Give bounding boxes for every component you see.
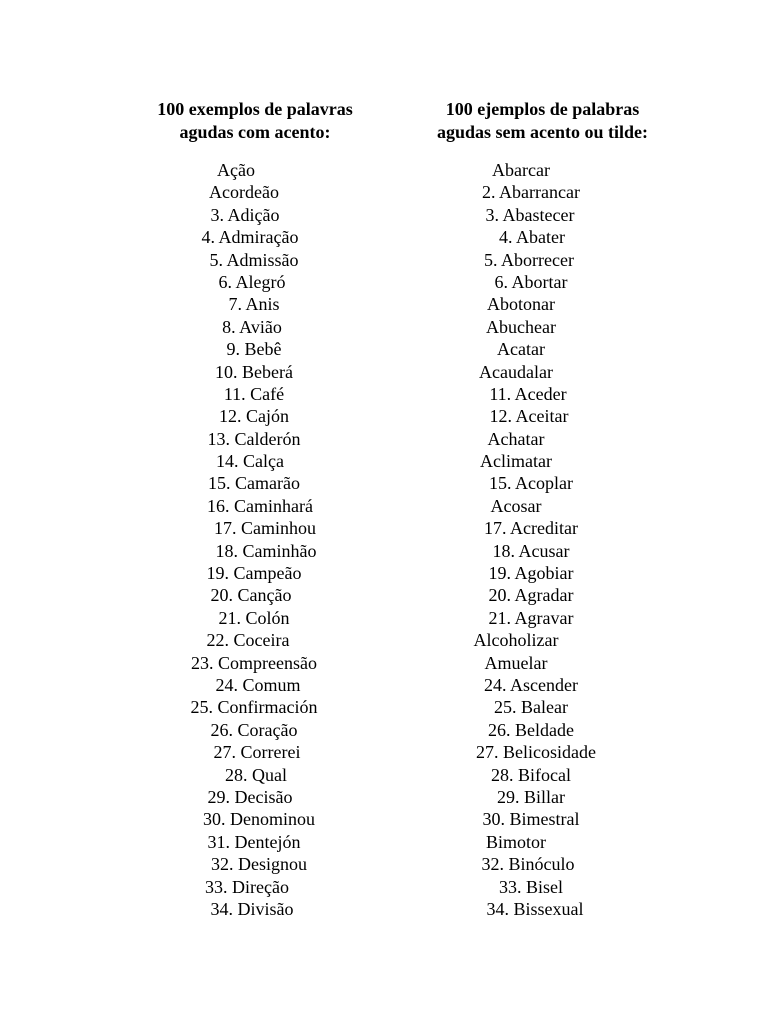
- right-word-item: 17. Acreditar: [484, 518, 578, 539]
- left-word-item: 26. Coração: [210, 719, 298, 740]
- left-word-item: 10. Beberá: [215, 361, 293, 382]
- left-word-item: 34. Divisão: [210, 898, 294, 919]
- right-word-item: Acaudalar: [479, 361, 553, 382]
- right-word-item: 30. Bimestral: [482, 809, 580, 830]
- right-word-item: 3. Abastecer: [485, 204, 575, 225]
- left-word-item: 23. Compreensão: [191, 652, 317, 673]
- left-word-item: 30. Denominou: [203, 809, 315, 830]
- right-column-heading: [400, 98, 685, 144]
- right-word-item: Abuchear: [486, 316, 556, 337]
- left-word-item: 13. Calderón: [207, 428, 301, 449]
- right-word-item: 34. Bissexual: [486, 898, 584, 919]
- right-word-item: Aclimatar: [480, 451, 552, 472]
- left-word-item: 11. Café: [223, 383, 285, 404]
- left-word-item: 9. Bebê: [226, 339, 282, 360]
- left-word-item: 32. Designou: [211, 854, 307, 875]
- left-heading-line-1: 100 exemplos de palavras: [157, 99, 353, 119]
- right-word-item: 25. Balear: [494, 697, 568, 718]
- right-word-item: 24. Ascender: [484, 674, 578, 695]
- right-heading-line-2: agudas sem acento ou tilde:: [437, 122, 648, 142]
- right-word-item: 6. Abortar: [494, 271, 568, 292]
- left-word-item: 33. Direção: [205, 876, 289, 897]
- right-word-item: Bimotor: [485, 831, 547, 852]
- right-word-item: 27. Belicosidade: [476, 742, 596, 763]
- right-word-item: Abotonar: [487, 294, 555, 315]
- right-word-item: 12. Aceitar: [489, 406, 569, 427]
- left-word-item: 4. Admiração: [201, 227, 299, 248]
- right-word-item: 21. Agravar: [488, 607, 574, 628]
- left-word-item: 12. Cajón: [219, 406, 289, 427]
- left-word-item: 24. Comum: [215, 674, 301, 695]
- right-word-item: Acatar: [497, 339, 545, 360]
- right-word-item: 5. Aborrecer: [484, 249, 574, 270]
- left-word-item: 8. Avião: [222, 316, 282, 337]
- right-word-item: Acosar: [490, 495, 542, 516]
- left-column-heading: [120, 98, 390, 144]
- left-word-item: 18. Caminhão: [215, 540, 317, 561]
- right-word-item: 29. Billar: [497, 786, 565, 807]
- right-word-item: 4. Abater: [499, 227, 565, 248]
- left-word-item: 29. Decisão: [207, 786, 293, 807]
- left-word-item: 16. Caminhará: [207, 495, 313, 516]
- left-word-item: 7. Anis: [228, 294, 280, 315]
- right-word-list: [0, 159, 768, 920]
- left-word-item: 21. Colón: [218, 607, 290, 628]
- left-word-item: 25. Confirmación: [190, 697, 318, 718]
- left-word-item: 20. Canção: [210, 585, 292, 606]
- right-word-item: 11. Aceder: [489, 383, 567, 404]
- left-heading-line-2: agudas com acento:: [179, 122, 331, 142]
- right-word-item: Amuelar: [484, 652, 548, 673]
- left-word-item: 6. Alegró: [218, 271, 286, 292]
- right-word-item: 26. Beldade: [488, 719, 574, 740]
- left-word-item: 5. Admissão: [209, 249, 299, 270]
- left-word-item: 19. Campeão: [206, 563, 302, 584]
- left-word-item: 27. Correrei: [213, 742, 301, 763]
- right-word-item: 32. Binóculo: [481, 854, 575, 875]
- right-word-item: 18. Acusar: [492, 540, 570, 561]
- left-word-item: 14. Calça: [216, 451, 284, 472]
- right-word-item: 2. Abarrancar: [482, 182, 580, 203]
- right-word-item: 15. Acoplar: [489, 473, 573, 494]
- right-word-item: 33. Bisel: [498, 876, 564, 897]
- right-word-item: Achatar: [487, 428, 545, 449]
- right-word-item: Abarcar: [492, 160, 550, 180]
- right-word-item: 20. Agradar: [488, 585, 574, 606]
- right-heading-line-1: 100 ejemplos de palabras: [445, 99, 640, 119]
- left-word-item: 22. Coceira: [206, 630, 290, 651]
- left-word-item: Ação: [217, 160, 255, 180]
- left-word-item: 31. Dentejón: [207, 831, 301, 852]
- left-word-item: 3. Adição: [210, 204, 280, 225]
- left-word-item: 17. Caminhou: [214, 518, 316, 539]
- left-word-item: 28. Qual: [225, 764, 287, 785]
- right-word-item: 19. Agobiar: [488, 563, 574, 584]
- left-word-item: 15. Camarão: [208, 473, 300, 494]
- right-word-item: 28. Bifocal: [491, 764, 571, 785]
- right-word-item: Alcoholizar: [473, 630, 559, 651]
- left-word-item: Acordeão: [209, 182, 279, 203]
